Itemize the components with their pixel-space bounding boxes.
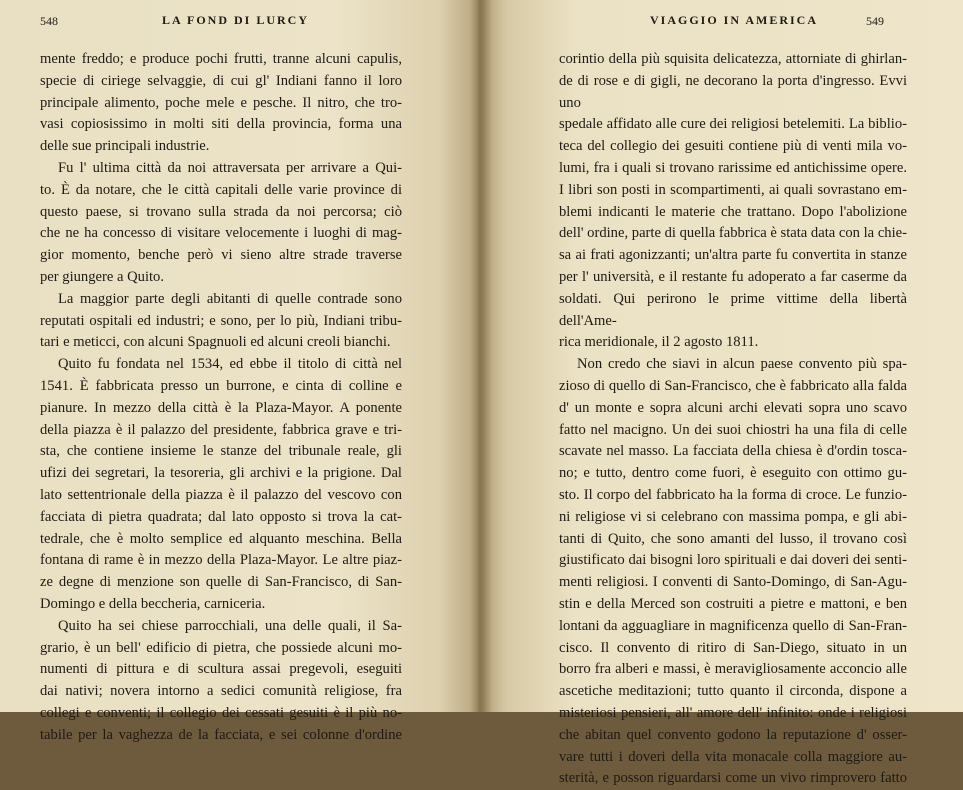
text-line: questo paese, si trovano sulla strada da noi percorsa; ciò bbox=[40, 203, 402, 220]
text-line: ascetiche meditazioni; tutto quanto il circonda, dispone a bbox=[559, 683, 907, 700]
text-line: rica meridionale, il 2 agosto 1811. bbox=[559, 334, 759, 351]
text-line: tabile per la vaghezza de la facciata, e sei colonne d'ordine bbox=[40, 726, 402, 743]
text-line: spedale affidato alle cure dei religiosi betelemiti. La biblio- bbox=[559, 116, 907, 133]
text-line: ni religiose vi si celebrano con massima pompa, e gli abi- bbox=[559, 508, 907, 525]
text-line: corintio della più squisita delicatezza, attorniate di ghirlan- bbox=[559, 51, 907, 67]
running-title: VIAGGIO IN AMERICA bbox=[650, 13, 819, 27]
text-line: La maggior parte degli abitanti di quelle contrade sono bbox=[58, 290, 402, 307]
text-line: principale alimento, poche mele e pesche. Il nitro, che tro- bbox=[40, 94, 402, 111]
text-line: fatto nel macigno. Un dei suoi chiostri ha una fila di celle bbox=[559, 421, 907, 438]
text-line: sa ai frati agonizzanti; un'altra parte fu convertita in stanze bbox=[559, 247, 907, 264]
text-line: grario, è un bell' edificio di pietra, che possiede alcuni mo- bbox=[40, 639, 402, 656]
text-line: numenti di pittura e di scultura assai pregevoli, eseguiti bbox=[40, 661, 402, 678]
text-line: cisco. Il convento di ritiro di San-Diego, situato in un bbox=[559, 639, 907, 656]
text-line: sto. Il corpo del fabbricato ha la forma di croce. Le funzio- bbox=[559, 486, 907, 503]
text-line: per giungere a Quito. bbox=[40, 268, 165, 285]
running-title: LA FOND DI LURCY bbox=[162, 13, 310, 27]
text-line: to. È da notare, che le città capitali delle varie province di bbox=[40, 181, 402, 198]
text-line: borro fra alberi e massi, è meravigliosamente acconcio alle bbox=[559, 661, 907, 678]
text-line: zioso di quello di San-Francisco, che è fabbricato alla falda bbox=[559, 377, 907, 394]
right-page bbox=[478, 0, 963, 787]
text-line: della piazza è il palazzo del presidente, fabbrica grave e tri- bbox=[40, 421, 402, 438]
text-line: Domingo e della beccheria, carniceria. bbox=[40, 595, 266, 612]
text-line: teca del collegio dei gesuiti contiene più di venti mila vo- bbox=[559, 138, 907, 155]
text-line: Quito fu fondata nel 1534, ed ebbe il titolo di città nel bbox=[58, 356, 402, 373]
text-line: Fu l' ultima città da noi attraversata per arrivare a Qui- bbox=[58, 159, 402, 176]
text-line: dai nativi; novera intorno a sedici comunità religiose, fra bbox=[40, 683, 402, 700]
text-line: tanti di Quito, che sono amanti del lusso, il trovano così bbox=[559, 530, 907, 547]
text-line: menti religiosi. I conventi di Santo-Domingo, di San-Agu- bbox=[559, 574, 907, 591]
text-line: collegi e conventi; il collegio dei cessati gesuiti è il più no- bbox=[40, 704, 402, 721]
page-number: 548 bbox=[40, 14, 58, 28]
right-page-text bbox=[559, 49, 907, 790]
text-line: fontana di rame è in mezzo della Plaza-Mayor. Le altre piaz- bbox=[40, 552, 402, 569]
text-line: stin e della Merced son costruiti a pietre e mattoni, e ben bbox=[559, 595, 907, 612]
text-line: tedrale, che è molto semplice ed alquanto meschina. Bella bbox=[40, 530, 402, 547]
text-line: 1541. È fabbricata presso un burrone, e cinta di colline e bbox=[40, 377, 402, 394]
book-gutter bbox=[470, 0, 492, 712]
text-line: facciata di pietra quadrata; dal lato opposto si trova la cat- bbox=[40, 508, 402, 525]
text-line: vasi copiosissimo in molti siti della provincia, forma una bbox=[40, 116, 402, 133]
text-line: tari e meticci, con alcuni Spagnuoli ed alcuni creoli bianchi. bbox=[40, 334, 391, 351]
text-line: reputati ospitali ed industri; e sono, per lo più, Indiani tribu- bbox=[40, 312, 402, 329]
text-line: scavate nel masso. La facciata della chiesa è d'ordin tosca- bbox=[559, 443, 907, 460]
text-line: sterità, e posson riguardarsi come un vivo rimprovero fatto bbox=[559, 770, 907, 787]
text-line: d' un monte e sopra alcuni archi elevati sopra uno scavo bbox=[559, 399, 907, 416]
text-line: mente freddo; e produce pochi frutti, tranne alcuni capulis, bbox=[40, 51, 402, 67]
text-line: dell' ordine, parte di quella fabbrica è stata data con la chie- bbox=[559, 225, 907, 242]
text-line: blemi indicanti le materie che trattano. Dopo l'abolizione bbox=[559, 203, 907, 220]
text-line: che ne ha concesso di visitare velocemente i luoghi di mag- bbox=[40, 225, 402, 242]
text-line: misteriosi pensieri, all' amore dell' infinito: onde i religiosi bbox=[559, 704, 907, 721]
left-page-text bbox=[40, 49, 402, 747]
text-line: sta, che contiene insieme le stanze del tribunale reale, gli bbox=[40, 443, 402, 460]
text-line: lontani da agguagliare in magnificenza quello di San-Fran- bbox=[559, 617, 907, 634]
text-line: Non credo che siavi in alcun paese convento più spa- bbox=[577, 356, 907, 373]
text-line: delle sue principali industrie. bbox=[40, 138, 210, 155]
text-line: no; e tutto, dentro come fuori, è eseguito con ottimo gu- bbox=[559, 465, 907, 482]
text-line: vare tutti i doveri della vita monacale colla maggiore au- bbox=[559, 748, 907, 765]
text-line: ze degne di menzione son quelle di San-Francisco, di San- bbox=[40, 574, 402, 591]
text-line: de di rose e di gigli, ne decorano la porta d'ingresso. Evvi uno bbox=[559, 72, 907, 111]
text-line: ufizi dei segretari, la tesoreria, gli archivi e la prigione. Dal bbox=[40, 465, 402, 482]
text-line: I libri son posti in scompartimenti, ai quali sovrastano em- bbox=[559, 181, 907, 198]
text-line: lato settentrionale della piazza è il palazzo del vescovo con bbox=[40, 486, 402, 503]
text-line: che abitan quel convento godono la reputazione d' osser- bbox=[559, 726, 907, 743]
text-line: gior momento, benche però vi sieno altre strade traverse bbox=[40, 247, 402, 264]
text-line: lumi, fra i quali si trovano rarissime ed antichissime opere. bbox=[559, 159, 907, 176]
text-line: pianure. In mezzo della città è la Plaza-Mayor. A ponente bbox=[40, 399, 402, 416]
text-line: per l' università, e il restante fu adoperato a far caserme da bbox=[559, 268, 907, 285]
text-line: soldati. Qui perirono le prime vittime della libertà dell'Ame- bbox=[559, 290, 907, 329]
text-line: specie di ciriege selvaggie, di cui gl' Indiani fanno il loro bbox=[40, 72, 402, 89]
text-line: giustificato dai bisogni loro spirituali e dai doveri dei senti- bbox=[559, 552, 907, 569]
text-line: Quito ha sei chiese parrocchiali, una delle quali, il Sa- bbox=[58, 617, 402, 634]
left-page bbox=[0, 0, 478, 743]
page-number: 549 bbox=[866, 14, 884, 28]
